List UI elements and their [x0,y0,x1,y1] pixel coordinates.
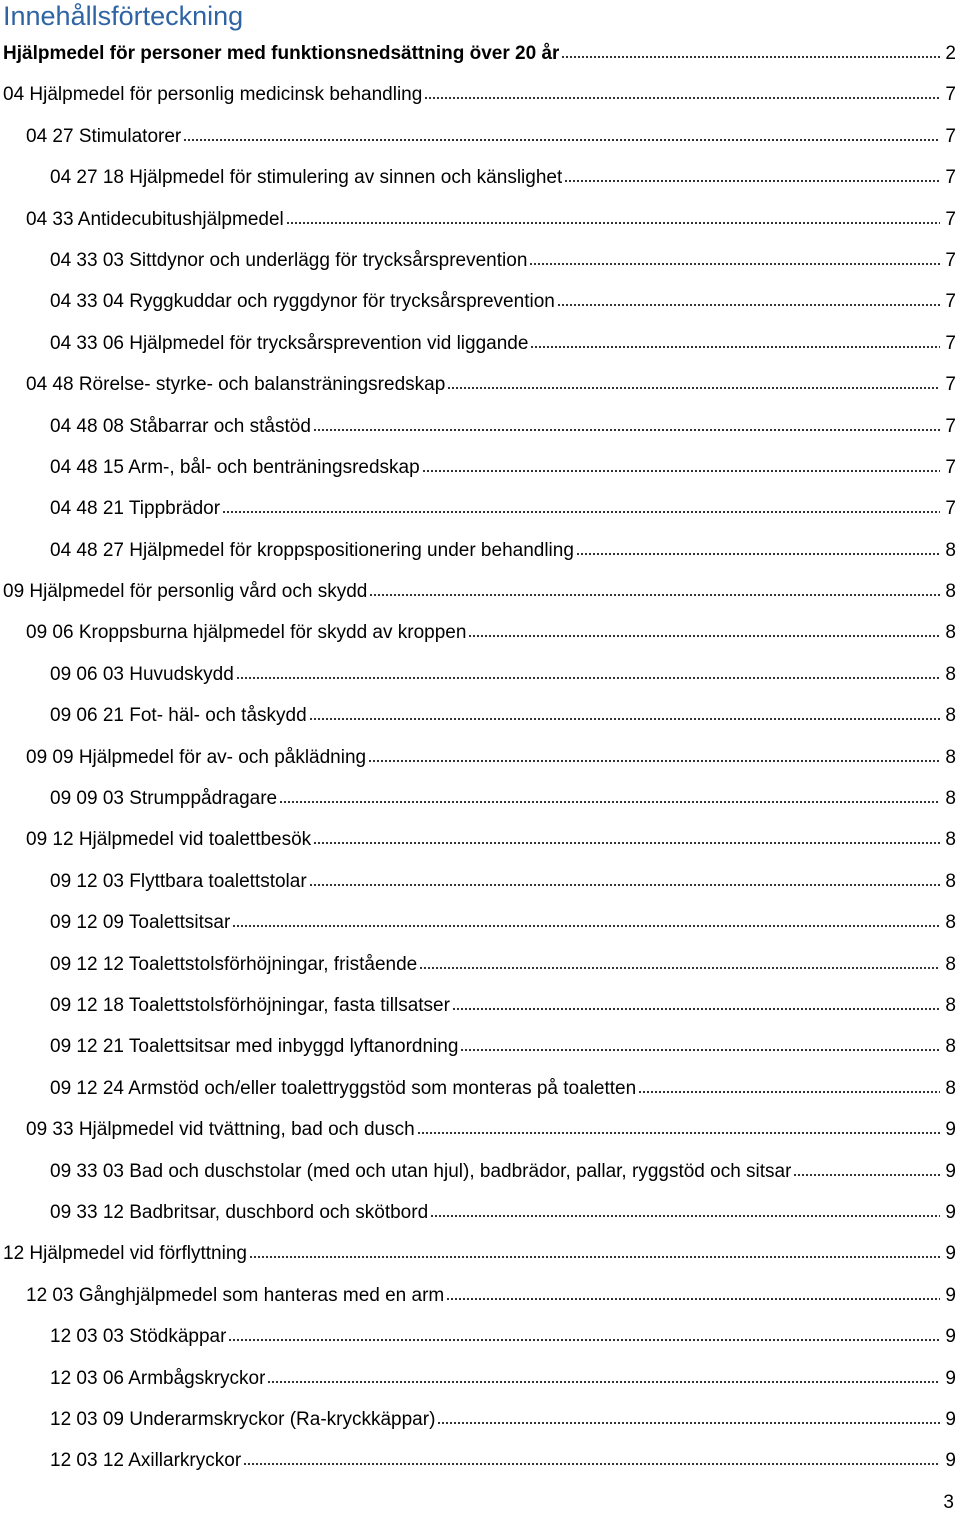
toc-entry-title: 09 12 09 Toalettsitsar [50,912,231,934]
toc-entry-page-number: 8 [945,622,956,644]
toc-entry-page-number: 8 [945,746,956,768]
toc-entry-title: 09 12 18 Toalettstolsförhöjningar, fasta tillsatser [50,994,450,1016]
toc-dot-leader [313,842,940,844]
toc-dot-leader [286,222,940,224]
toc-entry-title: 04 33 04 Ryggkuddar och ryggdynor för trycksårsprevention [50,291,555,313]
toc-entry-page-number: 7 [945,456,956,478]
toc-entry-page-number: 9 [945,1201,956,1223]
toc-entry-page-number: 9 [945,1326,956,1348]
toc-entry-page-number: 7 [945,125,956,147]
toc-entry-title: 12 03 06 Armbågskryckor [50,1367,266,1389]
toc-entry[interactable] [0,1275,960,1316]
toc-entry[interactable] [0,612,960,653]
toc-entry-title: 09 12 21 Toalettsitsar med inbyggd lyftanordning [50,1036,459,1058]
toc-dot-leader [460,1049,940,1051]
toc-entry-title: 09 06 Kroppsburna hjälpmedel för skydd av kroppen [26,622,467,644]
toc-entry-title: 12 03 12 Axillarkryckor [50,1450,242,1472]
toc-entry[interactable] [0,1109,960,1150]
toc-entry-title: 04 48 15 Arm-, bål- och benträningsredskap [50,456,420,478]
toc-entry-page-number: 7 [945,208,956,230]
toc-entry-page-number: 8 [945,788,956,810]
toc-entry[interactable] [0,1440,960,1481]
toc-entry-title: 12 03 Gånghjälpmedel som hanteras med en arm [26,1284,445,1306]
toc-entry[interactable] [0,33,960,74]
toc-entry[interactable] [0,1151,960,1192]
toc-dot-leader [232,925,940,927]
toc-entry-page-number: 8 [945,1036,956,1058]
toc-entry[interactable] [0,944,960,985]
toc-dot-leader [236,677,940,679]
toc-entry-page-number: 7 [945,84,956,106]
toc-dot-leader [249,1256,940,1258]
toc-dot-leader [430,1215,940,1217]
toc-entry-page-number: 7 [945,498,956,520]
toc-dot-leader [437,1422,940,1424]
toc-dot-leader [447,387,940,389]
toc-entry[interactable] [0,240,960,281]
toc-entry-page-number: 7 [945,415,956,437]
toc-entry-title: 09 12 24 Armstöd och/eller toalettryggstöd som monteras på toaletten [50,1077,637,1099]
toc-entry-title: 04 33 06 Hjälpmedel för trycksårsprevention vid liggande [50,332,529,354]
toc-entry-page-number: 9 [945,1119,956,1141]
toc-entry-title: 09 12 Hjälpmedel vid toalettbesök [26,829,312,851]
toc-entry-title: 09 06 03 Huvudskydd [50,663,234,685]
toc-entry-page-number: 8 [945,953,956,975]
toc-entry[interactable] [0,1358,960,1399]
toc-dot-leader [424,97,940,99]
toc-entry[interactable] [0,571,960,612]
toc-entry-title: 04 Hjälpmedel för personlig medicinsk behandling [3,84,423,106]
toc-dot-leader [422,470,940,472]
toc-entry[interactable] [0,778,960,819]
toc-entry-page-number: 7 [945,374,956,396]
toc-entry-title: 04 48 27 Hjälpmedel för kroppspositionering under behandling [50,539,574,561]
toc-dot-leader [417,1132,940,1134]
toc-heading: Innehållsförteckning [3,1,244,31]
toc-dot-leader [529,263,940,265]
toc-entry-page-number: 8 [945,829,956,851]
toc-entry-page-number: 8 [945,581,956,603]
toc-entry-page-number: 7 [945,167,956,189]
toc-dot-leader [452,1008,940,1010]
toc-entry-page-number: 9 [945,1160,956,1182]
toc-dot-leader [419,967,940,969]
toc-dot-leader [183,139,940,141]
toc-entry-page-number: 2 [945,43,956,64]
toc-entry-page-number: 8 [945,870,956,892]
toc-dot-leader [468,635,940,637]
toc-entry-page-number: 8 [945,1077,956,1099]
toc-entry-page-number: 9 [945,1367,956,1389]
toc-entry-page-number: 7 [945,332,956,354]
toc-entry-title: 12 03 03 Stödkäppar [50,1326,227,1348]
toc-entry-page-number: 9 [945,1243,956,1265]
toc-entry[interactable] [0,861,960,902]
toc-entry-title: 12 Hjälpmedel vid förflyttning [3,1243,247,1265]
toc-entry[interactable] [0,695,960,736]
toc-entry-title: 09 33 Hjälpmedel vid tvättning, bad och dusch [26,1119,415,1141]
toc-dot-leader [243,1463,940,1465]
toc-dot-leader [267,1381,940,1383]
toc-entry[interactable] [0,1192,960,1233]
toc-entry[interactable] [0,737,960,778]
toc-dot-leader [309,718,940,720]
toc-entry-title: 09 Hjälpmedel för personlig vård och skydd [3,581,368,603]
toc-entry[interactable] [0,157,960,198]
toc-entry[interactable] [0,199,960,240]
toc-entry-page-number: 7 [945,291,956,313]
toc-entry-title: 04 27 18 Hjälpmedel för stimulering av sinnen och känslighet [50,167,563,189]
toc-entry-title: 09 33 03 Bad och duschstolar (med och utan hjul), badbrädor, pallar, ryggstöd och sitsar [50,1160,792,1182]
toc-entry[interactable] [0,985,960,1026]
toc-dot-leader [638,1091,940,1093]
toc-entry-title: 04 33 03 Sittdynor och underlägg för trycksårsprevention [50,249,528,271]
toc-entry-title: 09 12 12 Toalettstolsförhöjningar, fristående [50,953,418,975]
toc-entry[interactable] [0,902,960,943]
toc-entry-title: 04 48 21 Tippbrädor [50,498,221,520]
toc-dot-leader [369,594,940,596]
toc-entry-page-number: 8 [945,539,956,561]
toc-entry[interactable] [0,1233,960,1274]
toc-entry-title: 09 09 03 Strumppådragare [50,788,278,810]
toc-entry-title: 04 33 Antidecubitushjälpmedel [26,208,284,230]
toc-entry-page-number: 8 [945,705,956,727]
toc-entry[interactable] [0,1399,960,1440]
toc-entry[interactable] [0,1026,960,1067]
toc-dot-leader [313,429,940,431]
toc-entry[interactable] [0,74,960,115]
toc-dot-leader [561,56,940,58]
toc-entry[interactable] [0,1316,960,1357]
toc-entry[interactable] [0,281,960,322]
toc-entry[interactable] [0,819,960,860]
toc-dot-leader [564,180,940,182]
toc-entry-title: 04 48 Rörelse- styrke- och balansträningsredskap [26,374,446,396]
toc-dot-leader [228,1339,940,1341]
toc-list [0,33,960,1482]
toc-entry-page-number: 7 [945,249,956,271]
toc-dot-leader [576,553,940,555]
toc-entry-title: 09 33 12 Badbritsar, duschbord och skötbord [50,1201,429,1223]
toc-dot-leader [309,884,940,886]
toc-entry-title: 04 27 Stimulatorer [26,125,182,147]
toc-entry-page-number: 8 [945,663,956,685]
toc-dot-leader [368,760,940,762]
toc-entry-page-number: 8 [945,994,956,1016]
page-number: 3 [943,1492,954,1513]
toc-dot-leader [557,304,940,306]
toc-entry[interactable] [0,488,960,529]
toc-entry[interactable] [0,654,960,695]
toc-entry-page-number: 9 [945,1408,956,1430]
toc-entry-title: 09 09 Hjälpmedel för av- och påklädning [26,746,367,768]
toc-entry[interactable] [0,1068,960,1109]
toc-entry-page-number: 9 [945,1284,956,1306]
toc-entry[interactable] [0,530,960,571]
toc-entry[interactable] [0,323,960,364]
toc-dot-leader [279,801,940,803]
toc-entry-page-number: 8 [945,912,956,934]
toc-entry[interactable] [0,447,960,488]
toc-dot-leader [222,511,940,513]
toc-entry-title: 09 12 03 Flyttbara toalettstolar [50,870,307,892]
toc-entry[interactable] [0,364,960,405]
toc-dot-leader [793,1174,940,1176]
toc-entry-page-number: 9 [945,1450,956,1472]
toc-dot-leader [446,1298,940,1300]
toc-entry[interactable] [0,116,960,157]
toc-entry[interactable] [0,406,960,447]
toc-entry-title: 04 48 08 Ståbarrar och ståstöd [50,415,311,437]
toc-dot-leader [530,346,940,348]
toc-entry-title: Hjälpmedel för personer med funktionsnedsättning över 20 år [3,43,560,64]
toc-entry-title: 09 06 21 Fot- häl- och tåskydd [50,705,307,727]
toc-entry-title: 12 03 09 Underarmskryckor (Ra-kryckkäppar) [50,1408,436,1430]
